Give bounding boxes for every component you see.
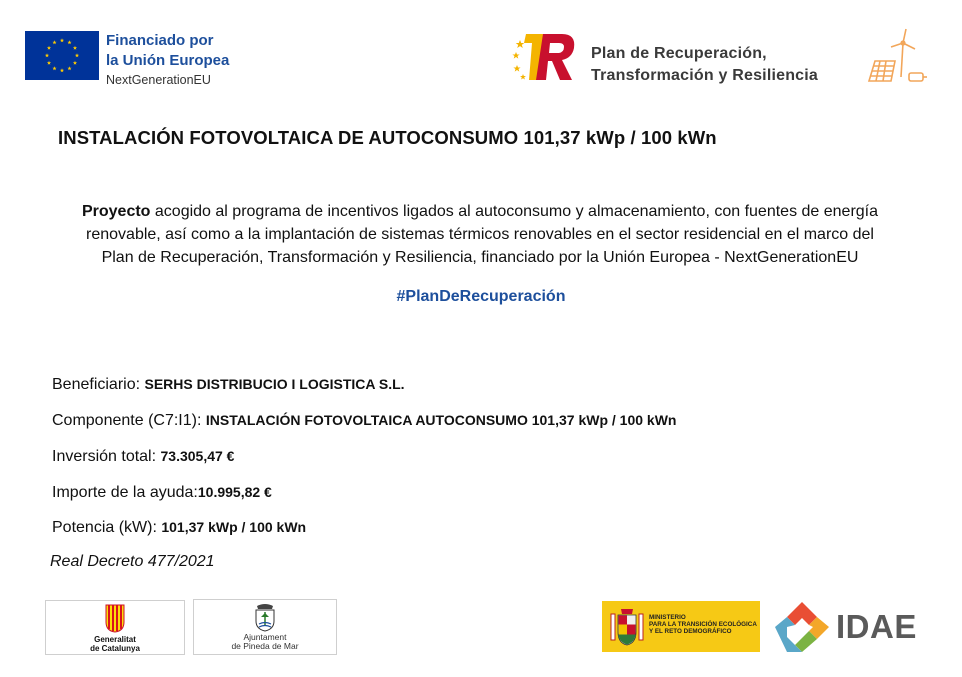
potencia-row xyxy=(52,519,306,537)
description-lead: Proyecto xyxy=(81,203,151,220)
eu-flag-icon xyxy=(25,31,99,80)
gencat-emblem-icon xyxy=(105,604,125,633)
eu-line-3: NextGenerationEU xyxy=(106,73,211,87)
pineda-emblem-icon xyxy=(253,602,277,632)
potencia-value: 101,37 kWp / 100 kWn xyxy=(161,519,307,535)
gencat-logo xyxy=(45,600,185,655)
ministerio-line-3: Y EL RETO DEMOGRÁFICO xyxy=(649,628,732,635)
beneficiario-value: SERHS DISTRIBUCIO I LOGISTICA S.L. xyxy=(144,376,405,392)
inversion-label: Inversión total: xyxy=(52,448,161,465)
beneficiario-label: Beneficiario: xyxy=(52,376,145,393)
description-line-1-rest: acogido al programa de incentivos ligados al autoconsumo y almacenamiento, con fuentes de energía xyxy=(150,203,879,220)
pineda-line-1: Ajuntament xyxy=(243,632,287,642)
description-line-3: Plan de Recuperación, Transformación y Resiliencia, financiado por la Unión Europea - NextGenerationEU xyxy=(101,249,859,266)
componente-label: Componente (C7:I1): xyxy=(52,412,206,429)
prtr-logo-icon xyxy=(512,30,578,82)
description-line-2: renovable, así como a la implantación de sistemas térmicos renovables en el sector residencial en el marco del xyxy=(86,226,874,243)
page-title: INSTALACIÓN FOTOVOLTAICA DE AUTOCONSUMO 101,37 kWp / 100 kWn xyxy=(58,127,717,148)
description-line-1 xyxy=(40,200,920,223)
eu-funding-label xyxy=(106,31,276,89)
pineda-line-2: de Pineda de Mar xyxy=(231,641,299,651)
ministerio-line-1: MINISTERIO xyxy=(649,614,686,621)
pineda-text xyxy=(194,633,336,651)
beneficiario-row xyxy=(52,376,405,394)
gencat-text xyxy=(46,635,184,653)
componente-value: INSTALACIÓN FOTOVOLTAICA AUTOCONSUMO 101,37 kWp / 100 kWn xyxy=(205,412,677,428)
ministerio-text xyxy=(649,614,757,635)
ayuda-row xyxy=(52,484,272,502)
ministerio-logo xyxy=(602,601,760,652)
eu-line-2: la Unión Europea xyxy=(106,52,230,69)
gencat-line-1: Generalitat xyxy=(94,635,136,644)
project-description xyxy=(40,200,920,269)
eu-line-1: Financiado por xyxy=(106,32,214,49)
ayuda-label: Importe de la ayuda: xyxy=(52,484,198,501)
pineda-logo xyxy=(193,599,337,655)
decree-reference: Real Decreto 477/2021 xyxy=(50,553,215,570)
ayuda-value: 10.995,82 € xyxy=(197,484,272,500)
prtr-line-1: Plan de Recuperación, xyxy=(591,45,767,62)
spain-coat-of-arms-icon xyxy=(610,606,644,647)
idae-logo-icon xyxy=(773,600,831,654)
prtr-line-2: Transformación y Resiliencia xyxy=(591,67,819,84)
potencia-label: Potencia (kW): xyxy=(52,519,162,536)
ministerio-line-2: PARA LA TRANSICIÓN ECOLÓGICA xyxy=(649,621,757,628)
wind-solar-energy-icon xyxy=(865,25,929,87)
prtr-label xyxy=(591,43,853,87)
inversion-row xyxy=(52,448,234,466)
hashtag-link[interactable]: #PlanDeRecuperación xyxy=(396,288,566,305)
inversion-value: 73.305,47 € xyxy=(160,448,235,464)
gencat-line-2: de Catalunya xyxy=(90,644,140,653)
componente-row xyxy=(52,412,676,430)
idae-wordmark: IDAE xyxy=(836,608,917,645)
